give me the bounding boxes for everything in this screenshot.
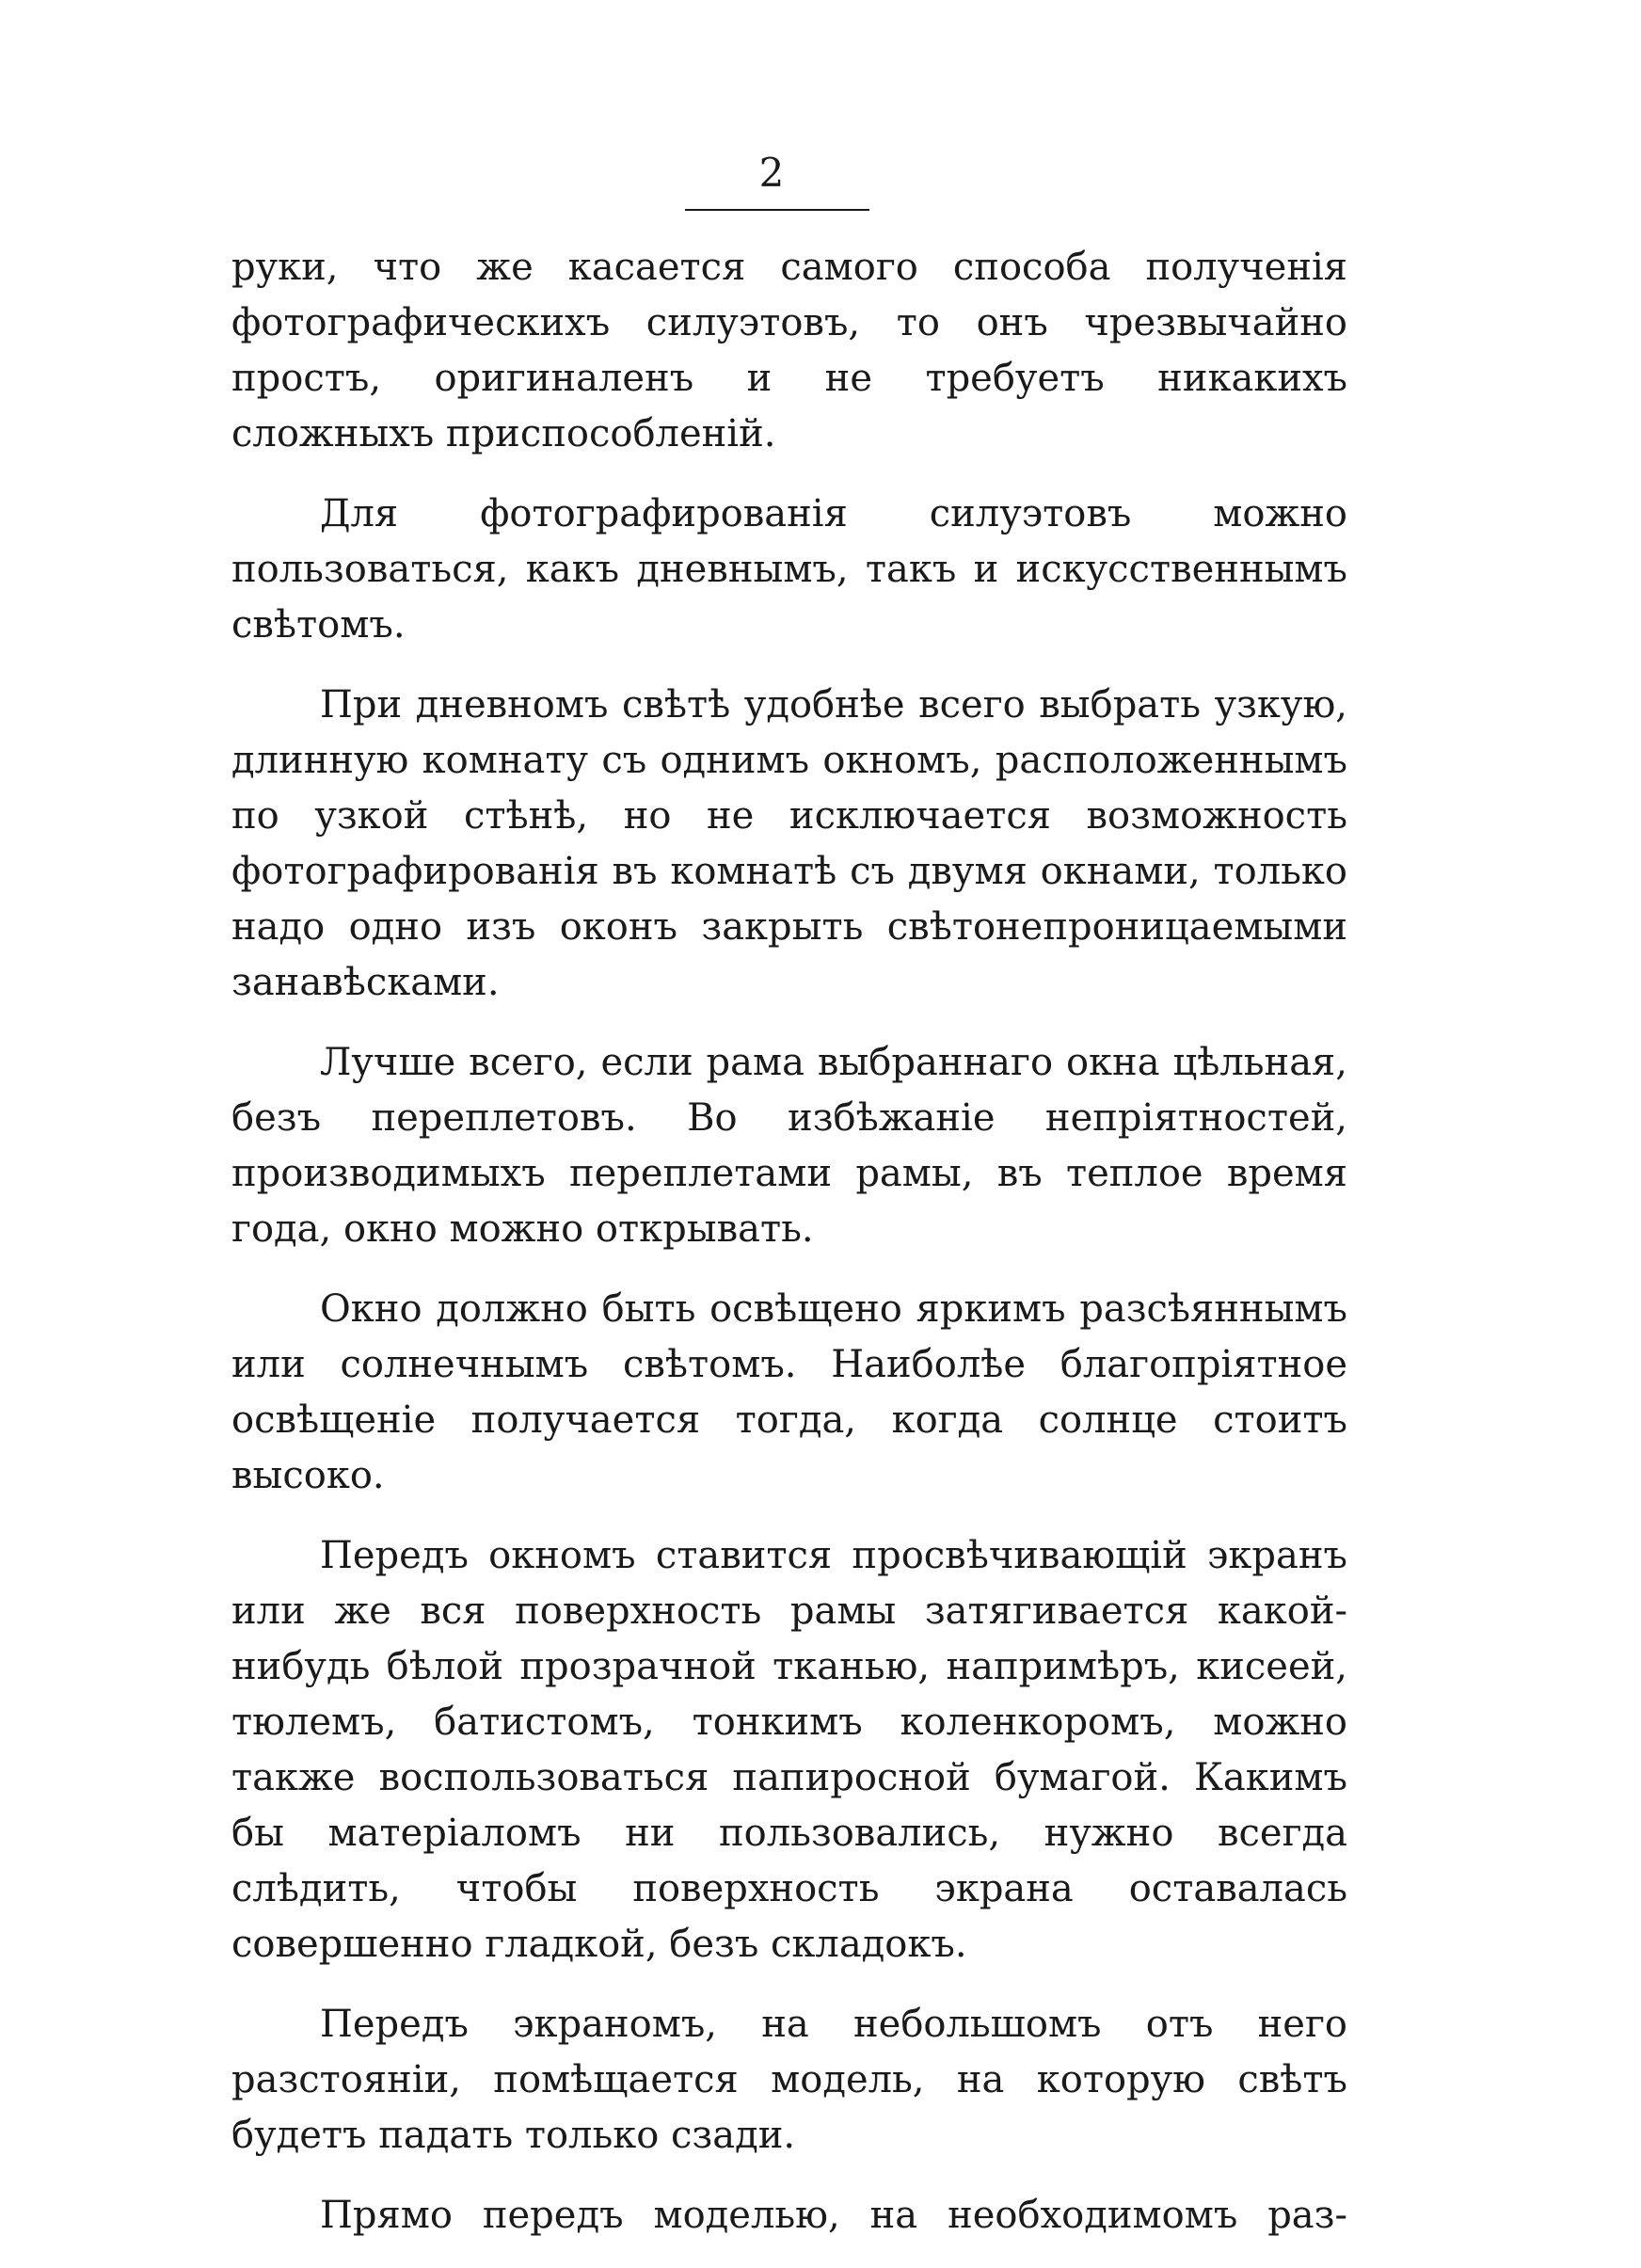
paragraph-1: руки, что же касается самого способа полученія фотографическихъ силуэтовъ, то онъ чрезвычайно простъ, оригиналенъ и не требуетъ никакихъ сложныхъ приспособленій. [231,246,1347,455]
paragraph-6: Передъ окномъ ставится просвѣчивающій экранъ или же вся поверхность рамы затягивается какой-нибудь бѣлой прозрачной тканью, напримѣръ, кисеей, тюлемъ, батистомъ, тонкимъ коленкоромъ, можно также воспользоваться папиросной бумагой. Какимъ бы матеріаломъ ни пользовались, нужно всегда слѣдить, чтобы поверхность экрана оставалась совершенно гладкой, безъ складокъ. [231,1534,1347,1966]
text-body [231,240,1347,2268]
page-number-rule [685,209,869,211]
paragraph-3: При дневномъ свѣтѣ удобнѣе всего выбрать узкую, длинную комнату съ однимъ окномъ, расположеннымъ по узкой стѣнѣ, но не исключается возможность фотографированія въ комнатѣ съ двумя окнами, только надо одно изъ оконъ закрыть свѣтонепроницаемыми занавѣсками. [231,683,1347,1004]
paragraph-5: Окно должно быть освѣщено яркимъ разсѣяннымъ или солнечнымъ свѣтомъ. Наиболѣе благопріятное освѣщеніе получается тогда, когда солнце стоитъ высоко. [231,1287,1347,1497]
paragraph-2: Для фотографированія силуэтовъ можно пользоваться, какъ дневнымъ, такъ и искусственнымъ свѣтомъ. [231,492,1347,647]
page-number: 2 [758,150,785,196]
paragraph-4: Лучше всего, если рама выбраннаго окна цѣльная, безъ переплетовъ. Во избѣжаніе непріятностей, производимыхъ переплетами рамы, въ теплое время года, окно можно открывать. [231,1041,1347,1251]
paragraph-8: Прямо передъ моделью, на необходимомъ раз- [320,2194,1347,2237]
paragraph-7: Передъ экраномъ, на небольшомъ отъ него разстояніи, помѣщается модель, на которую свѣтъ будетъ падать только сзади. [231,2003,1347,2157]
